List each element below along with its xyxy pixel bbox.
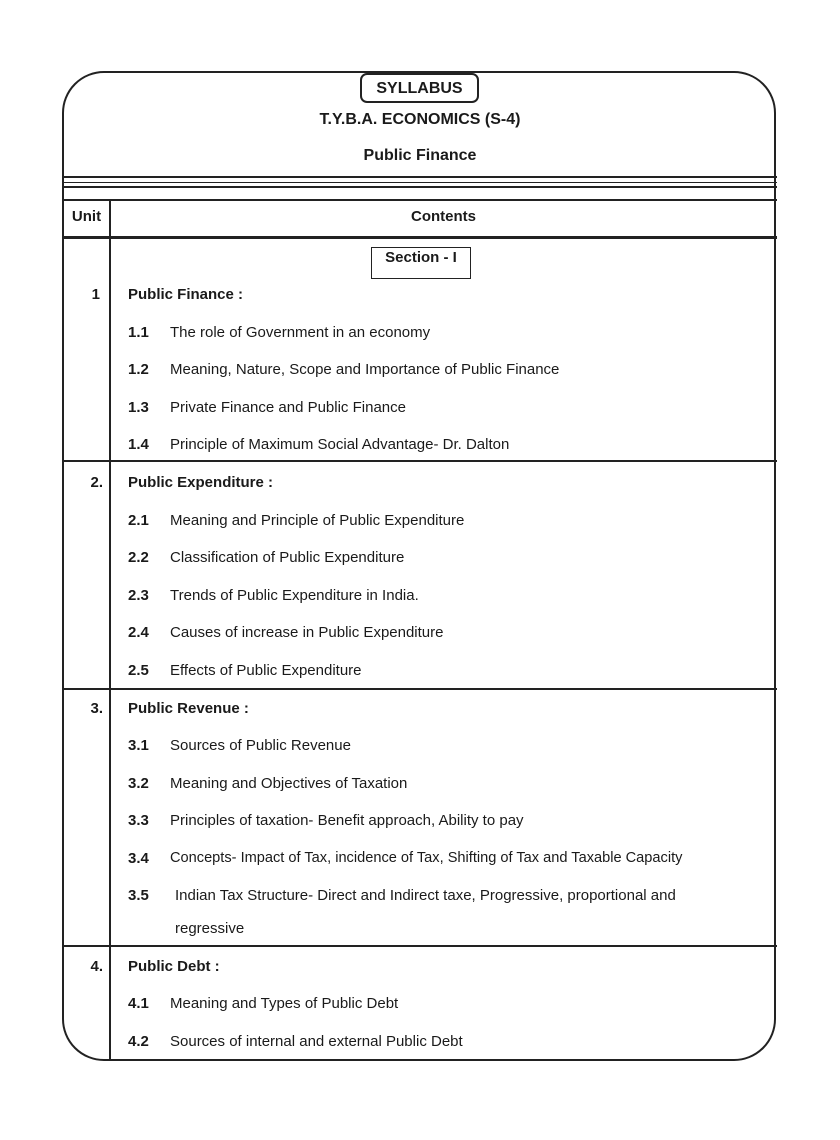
- item-number: 2.5: [128, 662, 149, 679]
- unit-title: Public Debt :: [128, 958, 220, 975]
- unit-title: Public Expenditure :: [128, 474, 274, 491]
- item-text: Principles of taxation- Benefit approach, Ability to pay: [170, 812, 524, 829]
- item-text: Meaning and Principle of Public Expenditure: [170, 512, 465, 529]
- item-number: 2.2: [128, 549, 149, 566]
- item-text: Indian Tax Structure- Direct and Indirect taxe, Progressive, proportional and: [175, 887, 676, 904]
- item-number: 2.3: [128, 587, 149, 604]
- item-number: 2.1: [128, 512, 149, 529]
- item-number: 3.5: [128, 887, 149, 904]
- header-divider: [63, 182, 777, 183]
- item-number: 1.4: [128, 436, 149, 453]
- item-text: Meaning, Nature, Scope and Importance of Public Finance: [170, 361, 560, 378]
- unit-column-header: Unit: [71, 208, 102, 225]
- item-number: 3.2: [128, 775, 149, 792]
- unit-divider: [63, 460, 777, 462]
- item-text-continuation: regressive: [175, 920, 245, 937]
- unit-number: 2.: [90, 474, 103, 491]
- unit-title: Public Finance :: [128, 286, 244, 303]
- contents-column-header: Contents: [411, 208, 476, 225]
- unit-number: 3.: [90, 700, 103, 717]
- unit-title: Public Revenue :: [128, 700, 249, 717]
- course-title: T.Y.B.A. ECONOMICS (S-4): [319, 111, 521, 128]
- item-number: 1.3: [128, 399, 149, 416]
- item-number: 4.2: [128, 1033, 149, 1050]
- syllabus-badge: SYLLABUS: [360, 73, 479, 103]
- item-number: 2.4: [128, 624, 149, 641]
- item-text: The role of Government in an economy: [170, 324, 431, 341]
- section-label: Section - I: [385, 249, 457, 266]
- column-divider: [109, 201, 111, 1061]
- item-number: 4.1: [128, 995, 149, 1012]
- unit-number: 1: [91, 286, 100, 303]
- item-number: 3.3: [128, 812, 149, 829]
- item-text: Effects of Public Expenditure: [170, 662, 362, 679]
- item-text: Concepts- Impact of Tax, incidence of Tax, Shifting of Tax and Taxable Capacity: [170, 850, 683, 866]
- item-text: Trends of Public Expenditure in India.: [170, 587, 419, 604]
- item-text: Sources of Public Revenue: [170, 737, 351, 754]
- item-text: Sources of internal and external Public Debt: [170, 1033, 463, 1050]
- item-text: Meaning and Types of Public Debt: [170, 995, 399, 1012]
- header-divider: [63, 176, 777, 178]
- item-number: 1.1: [128, 324, 149, 341]
- column-header-divider: [63, 236, 777, 239]
- item-number: 3.4: [128, 850, 149, 867]
- table-top-border: [63, 199, 777, 201]
- item-number: 3.1: [128, 737, 149, 754]
- item-text: Meaning and Objectives of Taxation: [170, 775, 408, 792]
- item-text: Causes of increase in Public Expenditure: [170, 624, 444, 641]
- item-text: Principle of Maximum Social Advantage- Dr. Dalton: [170, 436, 510, 453]
- subject-title: Public Finance: [363, 147, 477, 164]
- header-divider: [63, 186, 777, 188]
- unit-divider: [63, 945, 777, 947]
- item-number: 1.2: [128, 361, 149, 378]
- section-label-box: [371, 247, 471, 279]
- item-text: Classification of Public Expenditure: [170, 549, 405, 566]
- item-text: Private Finance and Public Finance: [170, 399, 406, 416]
- unit-divider: [63, 688, 777, 690]
- unit-number: 4.: [90, 958, 103, 975]
